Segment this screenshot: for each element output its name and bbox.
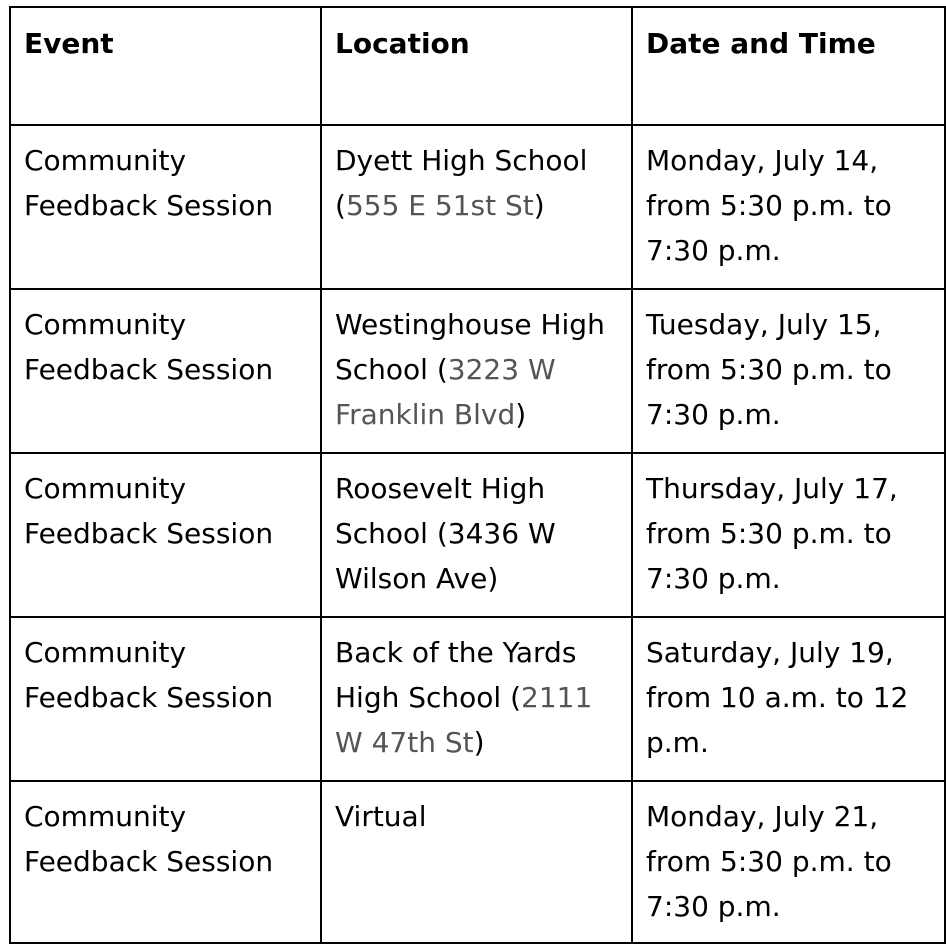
date-time-cell: Monday, July 14, from 5:30 p.m. to 7:30 p.m. — [632, 125, 945, 289]
date-time-cell: Thursday, July 17, from 5:30 p.m. to 7:30 p.m. — [632, 453, 945, 617]
date-time-cell: Tuesday, July 15, from 5:30 p.m. to 7:30 p.m. — [632, 289, 945, 453]
location-open-paren: ( — [427, 353, 448, 386]
header-event: Event — [10, 7, 321, 125]
table-row — [10, 617, 945, 781]
location-open-paren: ( — [501, 681, 522, 714]
event-cell: Community Feedback Session — [10, 289, 321, 453]
location-cell — [321, 617, 632, 781]
location-name: Westinghouse High School — [335, 308, 605, 386]
location-close-paren: ) — [533, 189, 545, 222]
table-row — [10, 453, 945, 617]
location-name: Back of the Yards High School — [335, 636, 577, 714]
location-name: Roosevelt High School — [335, 472, 546, 550]
location-close-paren: ) — [487, 562, 499, 595]
event-cell: Community Feedback Session — [10, 453, 321, 617]
location-cell — [321, 453, 632, 617]
event-cell: Community Feedback Session — [10, 125, 321, 289]
table-row — [10, 125, 945, 289]
date-time-cell: Saturday, July 19, from 10 a.m. to 12 p.m. — [632, 617, 945, 781]
event-cell: Community Feedback Session — [10, 781, 321, 943]
table-header-row — [10, 7, 945, 125]
location-open-paren: ( — [427, 517, 448, 550]
events-table — [9, 6, 946, 944]
location-name: Dyett High School — [335, 144, 588, 177]
table-row — [10, 289, 945, 453]
location-close-paren: ) — [473, 726, 485, 759]
location-address: 555 E 51st St — [345, 189, 534, 222]
location-address: 2111 W 47th St — [335, 681, 593, 759]
location-close-paren: ) — [515, 398, 527, 431]
location-address: 3223 W Franklin Blvd — [335, 353, 556, 431]
event-cell: Community Feedback Session — [10, 617, 321, 781]
location-cell — [321, 781, 632, 943]
date-time-cell: Monday, July 21, from 5:30 p.m. to 7:30 p.m. — [632, 781, 945, 943]
table-row — [10, 781, 945, 943]
location-cell — [321, 125, 632, 289]
location-address: 3436 W Wilson Ave — [335, 517, 556, 595]
location-cell — [321, 289, 632, 453]
location-open-paren: ( — [335, 189, 346, 222]
location-name: Virtual — [335, 800, 427, 833]
header-location: Location — [321, 7, 632, 125]
header-date-time: Date and Time — [632, 7, 945, 125]
